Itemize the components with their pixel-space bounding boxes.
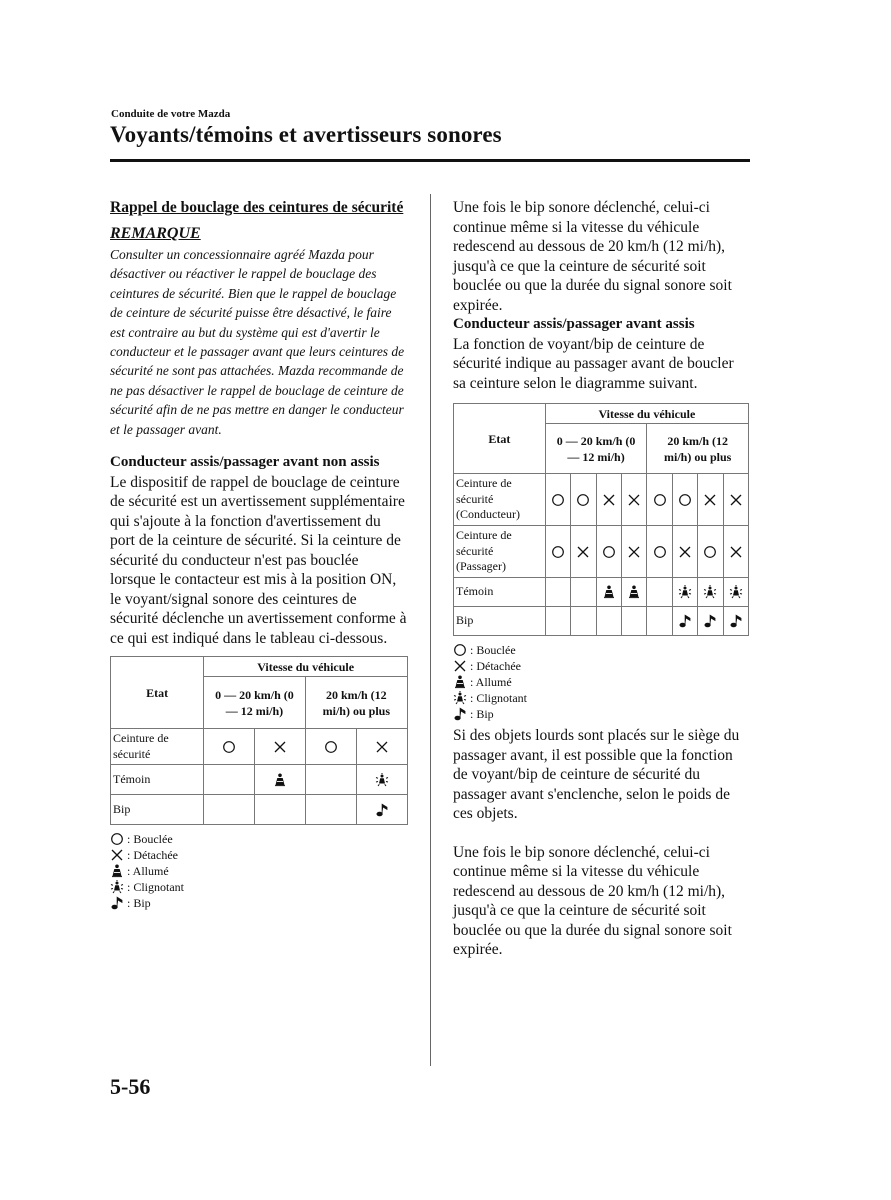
table2-cell <box>672 526 697 578</box>
table2-cell <box>545 607 570 636</box>
legend-2 <box>453 642 749 722</box>
table2-row-label: Témoin <box>454 578 546 607</box>
legend1-item <box>110 895 408 911</box>
table1-cell <box>305 795 356 825</box>
circle-icon <box>653 493 667 507</box>
column-divider <box>430 194 431 1066</box>
table2-cell <box>571 578 596 607</box>
table2-cell <box>723 578 749 607</box>
note-icon <box>375 803 389 817</box>
lamp-blink-icon <box>110 880 124 894</box>
legend1-label: : Bip <box>127 896 151 911</box>
legend1-item <box>110 879 408 895</box>
legend2-label: : Bip <box>470 707 494 721</box>
table2-row-label: Bip <box>454 607 546 636</box>
lamp-blink-icon <box>453 691 467 705</box>
circle-icon <box>551 493 565 507</box>
cross-icon <box>627 493 641 507</box>
legend2-label: : Allumé <box>470 675 512 689</box>
table2-range-low: 0 — 20 km/h (0 — 12 mi/h) <box>545 424 647 474</box>
note-icon <box>110 896 124 910</box>
lamp-on-icon <box>602 585 616 599</box>
table-row <box>454 607 749 636</box>
legend2-item <box>453 674 749 690</box>
cross-icon <box>453 659 467 673</box>
table1-cell <box>305 765 356 795</box>
status-table-1 <box>110 656 408 825</box>
table2-cell <box>545 474 570 526</box>
lamp-blink-icon <box>678 585 692 599</box>
table-row <box>454 578 749 607</box>
left-column <box>110 198 408 911</box>
table2-cell <box>596 526 621 578</box>
note-title: REMARQUE <box>110 225 201 242</box>
table2-cell <box>621 607 646 636</box>
paragraph-seated: La fonction de voyant/bip de ceinture de sécurité indique au passager avant de boucler sa ceinture selon le diagramme suivant. <box>453 335 734 392</box>
table2-cell <box>621 526 646 578</box>
table-row <box>454 474 749 526</box>
legend2-item <box>453 706 749 722</box>
legend2-item <box>453 658 749 674</box>
legend2-label: : Détachée <box>470 659 521 673</box>
lamp-blink-icon <box>703 585 717 599</box>
table1-cell <box>255 729 305 765</box>
table-row <box>111 795 408 825</box>
table1-cell <box>356 765 407 795</box>
circle-icon <box>602 545 616 559</box>
lamp-on-icon <box>273 773 287 787</box>
table1-cell <box>255 795 305 825</box>
legend1-label: : Clignotant <box>127 880 184 895</box>
table1-cell <box>356 795 407 825</box>
legend1-item <box>110 863 408 879</box>
table2-cell <box>571 607 596 636</box>
note-icon <box>729 614 743 628</box>
table1-cell <box>305 729 356 765</box>
table2-cell <box>723 474 749 526</box>
lamp-on-icon <box>110 864 124 878</box>
table2-cell <box>672 578 697 607</box>
table2-cell <box>571 474 596 526</box>
table2-cell <box>621 474 646 526</box>
legend2-item <box>453 690 749 706</box>
table2-cell <box>723 526 749 578</box>
cross-icon <box>110 848 124 862</box>
table2-cell <box>621 578 646 607</box>
table-row <box>454 526 749 578</box>
table2-cell <box>545 526 570 578</box>
circle-icon <box>453 643 467 657</box>
table1-range-high: 20 km/h (12 mi/h) ou plus <box>305 677 407 729</box>
cross-icon <box>273 740 287 754</box>
legend-1 <box>110 831 408 911</box>
table1-cell <box>356 729 407 765</box>
table-row <box>111 765 408 795</box>
circle-icon <box>653 545 667 559</box>
table1-cell <box>204 795 255 825</box>
page-number: 5-56 <box>110 1074 151 1099</box>
table1-row-label: Ceinture de sécurité <box>111 729 204 765</box>
table2-speed-header: Vitesse du véhicule <box>545 404 748 424</box>
subheading-seated: Conducteur assis/passager avant assis <box>453 316 695 332</box>
circle-icon <box>222 740 236 754</box>
cross-icon <box>729 545 743 559</box>
circle-icon <box>703 545 717 559</box>
table1-speed-header: Vitesse du véhicule <box>204 657 408 677</box>
table-row <box>111 729 408 765</box>
circle-icon <box>551 545 565 559</box>
table2-cell <box>647 526 672 578</box>
paragraph-beep-continues: Une fois le bip sonore déclenché, celui-ci continue même si la vitesse du véhicule redescend au dessous de 20 km/h (12 mi/h), jusqu'à ce que la ceinture de sécurité soit bouclée ou que la durée du signal sonore soit expirée. <box>453 199 732 314</box>
table1-row-label: Bip <box>111 795 204 825</box>
table1-etat-header: Etat <box>111 657 204 729</box>
lamp-blink-icon <box>375 773 389 787</box>
note-text: Consulter un concessionnaire agréé Mazda pour désactiver ou réactiver le rappel de bouclage des ceintures de sécurité. Bien que le rappel de bouclage de ceinture de sécurité puisse être désactivé, le faire est contraire au but du système qui est d'avertir le conducteur et le passager avant que leurs ceintures de sécurité ne sont pas attachées. Mazda recommande de ne pas désactiver le rappel de bouclage de ceinture de sécurité afin de ne pas mettre en danger le conducteur et le passager avant. <box>110 247 405 437</box>
legend1-label: : Détachée <box>127 848 178 863</box>
paragraph-heavy-objects: Si des objets lourds sont placés sur le siège du passager avant, il est possible que la fonction de voyant/bip de ceinture de sécurité du passager avant s'enclenche, selon le poids de ces objets. <box>453 727 740 822</box>
circle-icon <box>678 493 692 507</box>
cross-icon <box>678 545 692 559</box>
header-rule <box>110 159 750 162</box>
table2-cell <box>698 607 723 636</box>
table2-cell <box>647 474 672 526</box>
table2-cell <box>723 607 749 636</box>
table2-cell <box>647 578 672 607</box>
status-table-2 <box>453 403 749 636</box>
lamp-on-icon <box>453 675 467 689</box>
right-column <box>453 198 749 960</box>
cross-icon <box>602 493 616 507</box>
table2-cell <box>545 578 570 607</box>
table2-cell <box>596 474 621 526</box>
legend2-label: : Bouclée <box>470 643 516 657</box>
cross-icon <box>703 493 717 507</box>
table1-cell <box>204 729 255 765</box>
subheading-not-seated: Conducteur assis/passager avant non assis <box>110 454 380 471</box>
lamp-on-icon <box>627 585 641 599</box>
legend1-item <box>110 831 408 847</box>
note-icon <box>678 614 692 628</box>
legend1-label: : Allumé <box>127 864 169 879</box>
circle-icon <box>576 493 590 507</box>
table1-row-label: Témoin <box>111 765 204 795</box>
table2-cell <box>672 607 697 636</box>
paragraph-beep-continues-2: Une fois le bip sonore déclenché, celui-ci continue même si la vitesse du véhicule redescend au dessous de 20 km/h (12 mi/h), jusqu'à ce que la ceinture de sécurité soit bouclée ou que la durée du signal sonore soit expirée. <box>453 843 732 958</box>
table2-cell <box>596 578 621 607</box>
table2-range-high: 20 km/h (12 mi/h) ou plus <box>647 424 749 474</box>
circle-icon <box>110 832 124 846</box>
cross-icon <box>627 545 641 559</box>
page-title: Voyants/témoins et avertisseurs sonores <box>110 122 502 147</box>
table2-cell <box>647 607 672 636</box>
cross-icon <box>576 545 590 559</box>
table2-row-label: Ceinture de sécurité (Conducteur) <box>454 474 546 526</box>
table2-etat-header: Etat <box>454 404 546 474</box>
note-icon <box>453 707 467 721</box>
cross-icon <box>729 493 743 507</box>
table2-row-label: Ceinture de sécurité (Passager) <box>454 526 546 578</box>
table2-cell <box>698 526 723 578</box>
table1-cell <box>255 765 305 795</box>
cross-icon <box>375 740 389 754</box>
table2-cell <box>698 578 723 607</box>
legend1-item <box>110 847 408 863</box>
table1-cell <box>204 765 255 795</box>
lamp-blink-icon <box>729 585 743 599</box>
table2-cell <box>698 474 723 526</box>
legend2-label: : Clignotant <box>470 691 527 705</box>
section-title: Rappel de bouclage des ceintures de sécurité <box>110 199 404 216</box>
legend2-item <box>453 642 749 658</box>
legend1-label: : Bouclée <box>127 832 173 847</box>
table2-cell <box>596 607 621 636</box>
table2-cell <box>672 474 697 526</box>
paragraph-not-seated: Le dispositif de rappel de bouclage de ceinture de sécurité est un avertissement supplémentaire qui s'ajoute à la fonction d'avertissement du port de la ceinture de sécurité. Si la ceinture de sécurité du conducteur n'est pas bouclée lorsque le contacteur est mis à la position ON, le voyant/signal sonore des ceintures de sécurité déclenche un avertissement conforme à ce qui est indiqué dans le tableau ci-dessous. <box>110 473 407 647</box>
circle-icon <box>324 740 338 754</box>
table1-range-low: 0 — 20 km/h (0 — 12 mi/h) <box>204 677 305 729</box>
note-icon <box>703 614 717 628</box>
header-section: Conduite de votre Mazda <box>111 108 231 120</box>
table2-cell <box>571 526 596 578</box>
